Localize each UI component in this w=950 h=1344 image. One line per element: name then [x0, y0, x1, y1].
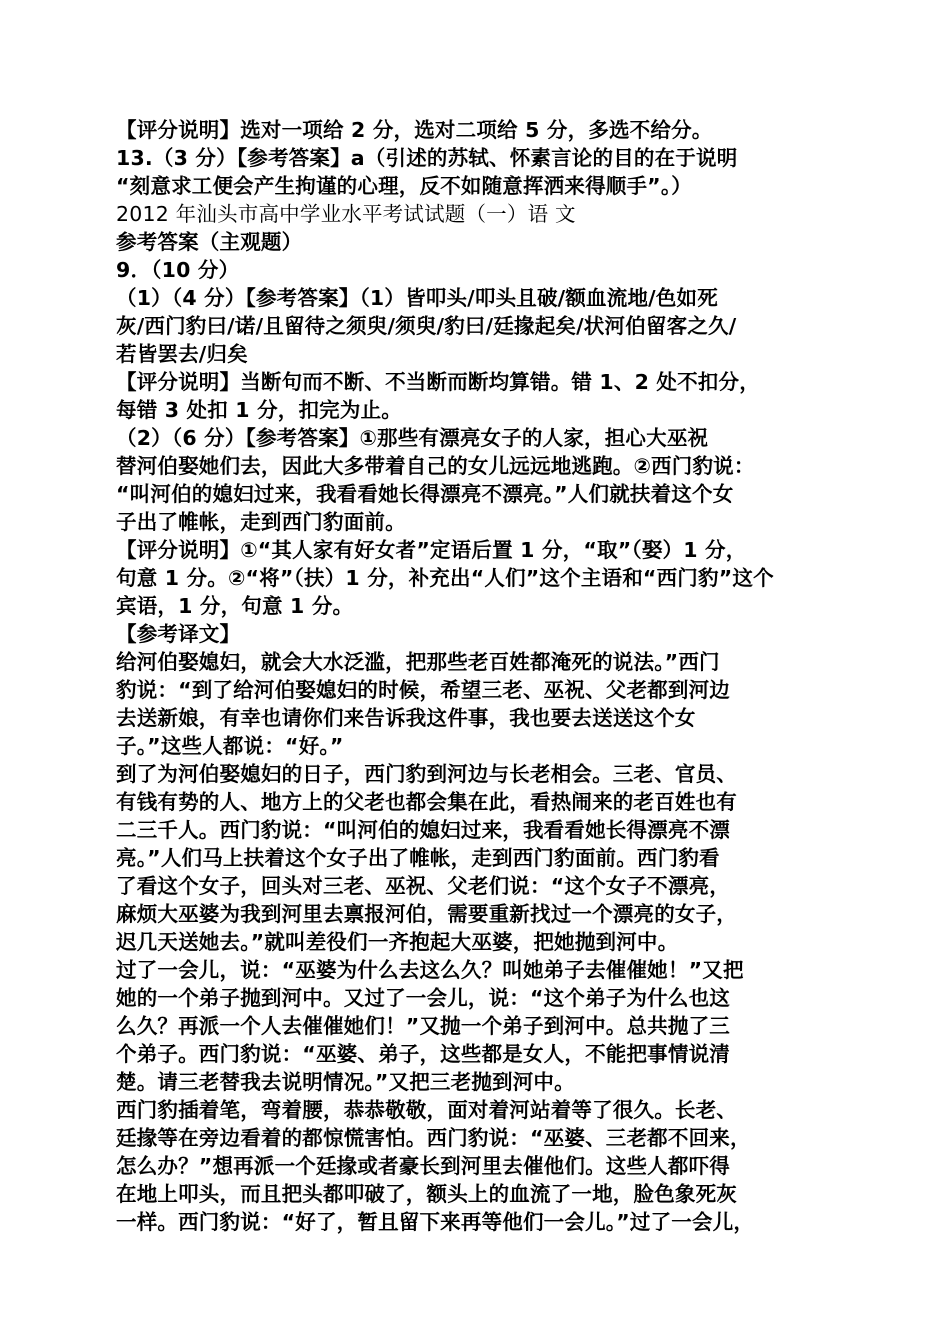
text-line: 到了为河伯娶媳妇的日子，西门豹到河边与长老相会。三老、官员、	[116, 762, 737, 786]
text-line: 豹说：“到了给河伯娶媳妇的时候，希望三老、巫祝、父老都到河边	[116, 678, 730, 702]
text-line: 怎么办？”想再派一个廷掾或者豪长到河里去催他们。这些人都吓得	[116, 1154, 730, 1178]
text-line: 替河伯娶她们去，因此大多带着自己的女儿远远地逃跑。②西门豹说：	[116, 454, 755, 478]
text-line: 在地上叩头，而且把头都叩破了，额头上的血流了一地，脸色象死灰	[116, 1182, 737, 1206]
text-line: 子。”这些人都说：“好。”	[116, 734, 344, 758]
answer-13-line: 13.（3 分）【参考答案】a（引述的苏轼、怀素言论的目的在于说明	[116, 146, 738, 170]
text-line: 给河伯娶媳妇，就会大水泛滥，把那些老百姓都淹死的说法。”西门	[116, 650, 720, 674]
text-line: 若皆罢去/归矣	[116, 342, 248, 366]
answer-key-heading: 参考答案（主观题）	[116, 230, 303, 254]
text-line: 【评分说明】当断句而不断、不当断而断均算错。错 1、2 处不扣分，	[116, 370, 760, 394]
text-line: 灰/西门豹曰/诺/且留待之须臾/须臾/豹曰/廷掾起矣/状河伯留客之久/	[116, 314, 737, 338]
exam-title-line: 2012 年汕头市高中学业水平考试试题（一）语 文	[116, 202, 576, 226]
text-line: （1）（4 分）【参考答案】（1）皆叩头/叩头且破/额血流地/色如死	[116, 286, 718, 310]
scoring-note-line: 【评分说明】选对一项给 2 分，选对二项给 5 分，多选不给分。	[116, 118, 713, 142]
text-line: 有钱有势的人、地方上的父老也都会集在此，看热闹来的老百姓也有	[116, 790, 737, 814]
text-line: 了看这个女子，回头对三老、巫祝、父老们说：“这个女子不漂亮，	[116, 874, 730, 898]
text-line: 过了一会儿，说：“巫婆为什么去这么久？叫她弟子去催催她！”又把	[116, 958, 744, 982]
translation-heading: 【参考译文】	[116, 622, 241, 646]
text-line: 子出了帷帐，走到西门豹面前。	[116, 510, 406, 534]
question-9-heading: 9．（10 分）	[116, 258, 240, 282]
text-line: 廷掾等在旁边看着的都惊慌害怕。西门豹说：“巫婆、三老都不回来，	[116, 1126, 751, 1150]
text-line: 她的一个弟子抛到河中。又过了一会儿，说：“这个弟子为什么也这	[116, 986, 730, 1010]
text-line: 二三千人。西门豹说：“叫河伯的媳妇过来，我看看她长得漂亮不漂	[116, 818, 730, 842]
text-line: “叫河伯的媳妇过来，我看看她长得漂亮不漂亮。”人们就扶着这个女	[116, 482, 734, 506]
text-line: 麻烦大巫婆为我到河里去禀报河伯，需要重新找过一个漂亮的女子，	[116, 902, 737, 926]
text-line: 去送新娘，有幸也请你们来告诉我这件事，我也要去送送这个女	[116, 706, 696, 730]
text-line: 句意 1 分。②“将”（扶）1 分，补充出“人们”这个主语和“西门豹”这个	[116, 566, 774, 590]
text-line: 宾语，1 分，句意 1 分。	[116, 594, 354, 618]
text-line: 亮。”人们马上扶着这个女子出了帷帐，走到西门豹面前。西门豹看	[116, 846, 720, 870]
text-line: 迟几天送她去。”就叫差役们一齐抱起大巫婆，把她抛到河中。	[116, 930, 679, 954]
answer-13-continued-line: “刻意求工便会产生拘谨的心理，反不如随意挥洒来得顺手”。）	[116, 174, 692, 198]
text-line: 个弟子。西门豹说：“巫婆、弟子，这些都是女人，不能把事情说清	[116, 1042, 730, 1066]
text-line: 么久？再派一个人去催催她们！”又抛一个弟子到河中。总共抛了三	[116, 1014, 730, 1038]
text-line: 西门豹插着笔，弯着腰，恭恭敬敬，面对着河站着等了很久。长老、	[116, 1098, 737, 1122]
text-line: 【评分说明】①“其人家有好女者”定语后置 1 分，“取”（娶）1 分，	[116, 538, 747, 562]
text-line: 楚。请三老替我去说明情况。”又把三老抛到河中。	[116, 1070, 575, 1094]
text-line: （2）（6 分）【参考答案】①那些有漂亮女子的人家，担心大巫祝	[116, 426, 709, 450]
text-line: 一样。西门豹说：“好了，暂且留下来再等他们一会儿。”过了一会儿，	[116, 1210, 755, 1234]
text-line: 每错 3 处扣 1 分，扣完为止。	[116, 398, 402, 422]
